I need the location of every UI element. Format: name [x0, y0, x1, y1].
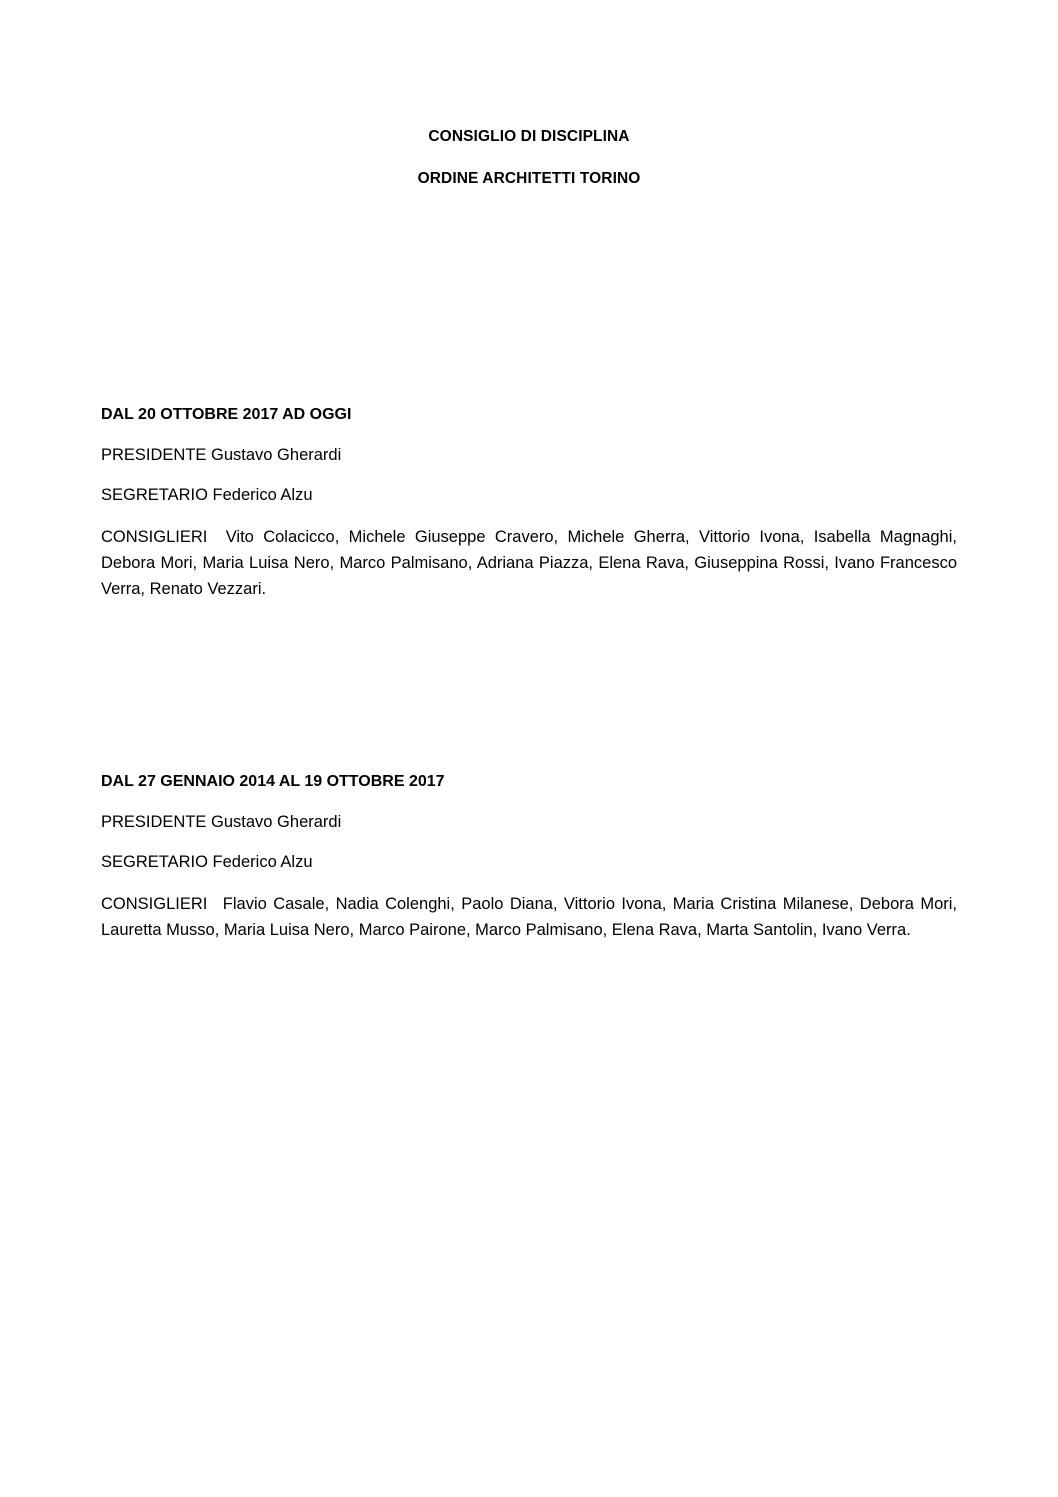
- members-list: Flavio Casale, Nadia Colenghi, Paolo Diana, Vittorio Ivona, Maria Cristina Milanese, Debora Mori, Lauretta Musso, Maria Luisa Nero, Marco Pairone, Marco Palmisano, Elena Rava, Marta Santolin, Ivano Verra.: [101, 895, 957, 939]
- president-line: PRESIDENTE Gustavo Gherardi: [101, 446, 342, 464]
- section-current-term: [101, 404, 957, 619]
- members-role-label: CONSIGLIERI: [101, 528, 208, 546]
- secretary-line: SEGRETARIO Federico Alzu: [101, 853, 313, 871]
- secretary-line: SEGRETARIO Federico Alzu: [101, 486, 313, 504]
- members-role-label: CONSIGLIERI: [101, 895, 208, 913]
- members-paragraph: [101, 891, 957, 943]
- section-title: DAL 20 OTTOBRE 2017 AD OGGI: [101, 406, 352, 423]
- members-list: Vito Colacicco, Michele Giuseppe Cravero, Michele Gherra, Vittorio Ivona, Isabella Magnaghi, Debora Mori, Maria Luisa Nero, Marco Palmisano, Adriana Piazza, Elena Rava, Giuseppina Rossi, Ivano Francesco Verra, Renato Vezzari.: [101, 528, 957, 598]
- section-title: DAL 27 GENNAIO 2014 AL 19 OTTOBRE 2017: [101, 773, 445, 790]
- section-previous-term: [101, 771, 957, 960]
- president-line: PRESIDENTE Gustavo Gherardi: [101, 813, 342, 831]
- members-paragraph: [101, 524, 957, 602]
- header-subtitle: ORDINE ARCHITETTI TORINO: [417, 170, 641, 187]
- header-title: CONSIGLIO DI DISCIPLINA: [428, 128, 630, 145]
